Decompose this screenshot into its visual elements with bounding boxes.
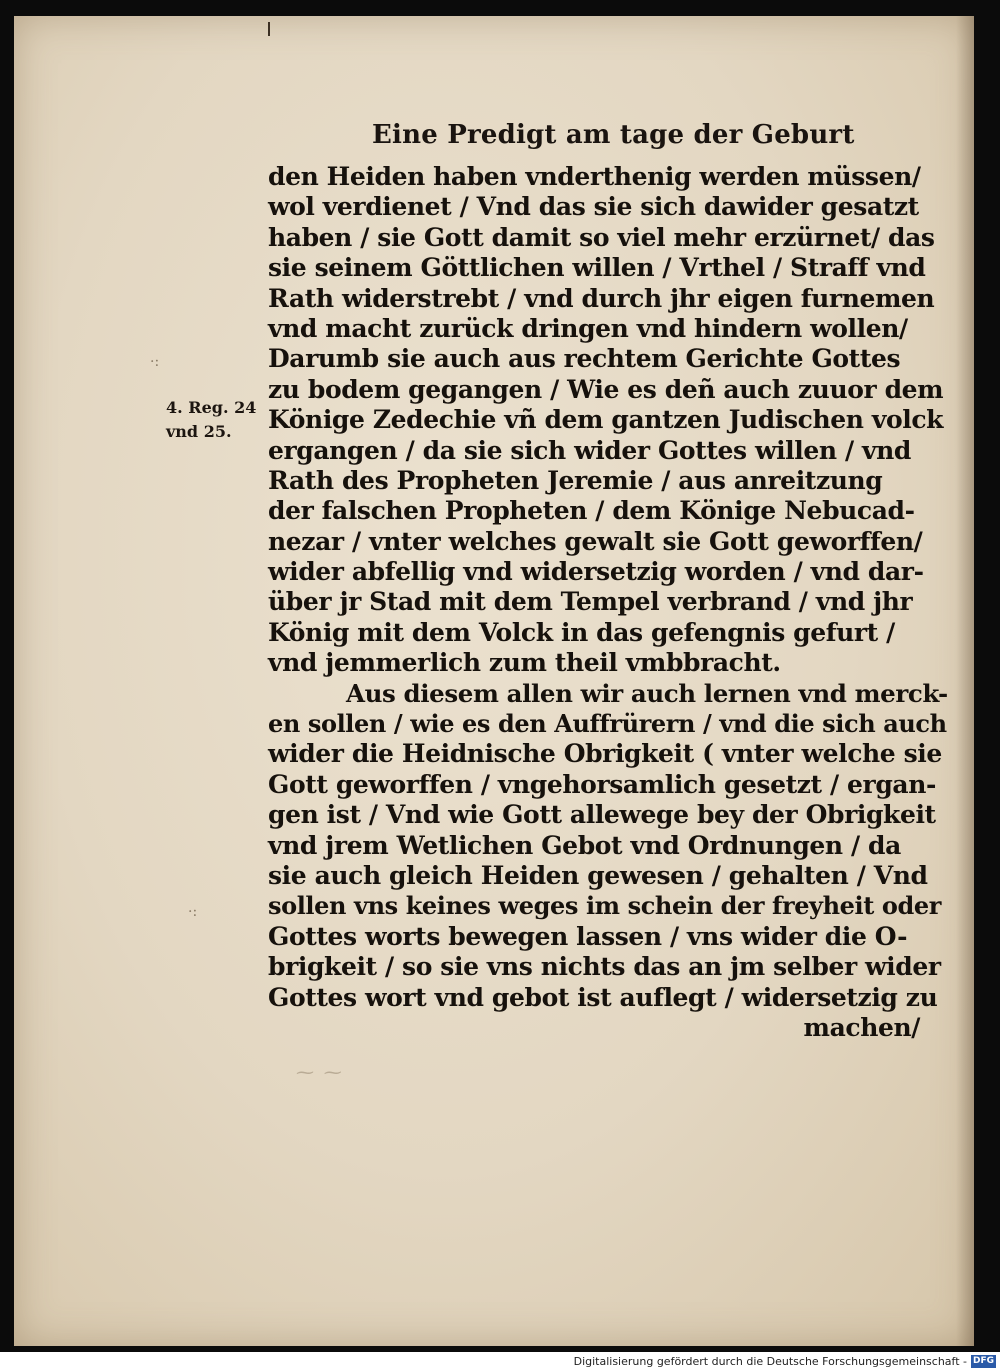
text-line: vnd jrem Wetlichen Gebot vnd Ordnungen / da (268, 830, 901, 860)
ink-speck: ·: (150, 354, 160, 370)
margin-note-reference: vnd 25. (166, 422, 232, 441)
text-line: en sollen / wie es den Auffrürern / vnd die sich auch (268, 709, 947, 739)
text-line: Könige Zedechie vñ dem gantzen Judischen volck (268, 405, 944, 435)
text-line: Darumb sie auch aus rechtem Gerichte Gottes (268, 344, 901, 374)
text-line: Gottes worts bewegen lassen / vns wider die O- (268, 921, 908, 951)
text-line: sollen vns keines weges im schein der freyheit oder (268, 891, 941, 921)
text-line: Rath widerstrebt / vnd durch jhr eigen furnemen (268, 283, 935, 313)
text-line: König mit dem Volck in das gefengnis gefurt / (268, 617, 895, 647)
text-line: Gott geworffen / vngehorsamlich gesetzt / ergan- (268, 769, 936, 799)
margin-note-reference: 4. Reg. 24 (166, 398, 257, 417)
faint-show-through-mark: ⁓ ⁓ (296, 1062, 344, 1083)
text-line: wider abfellig vnd widersetzig worden / vnd dar- (268, 557, 924, 587)
dfg-logo-icon: DFG (972, 1355, 994, 1366)
text-line: gen ist / Vnd wie Gott allewege bey der Obrigkeit (268, 800, 936, 830)
text-line: sie seinem Göttlichen willen / Vrthel / Straff vnd (268, 253, 926, 283)
digitization-footer (0, 1352, 1000, 1369)
text-line: wol verdienet / Vnd das sie sich dawider gesatzt (268, 192, 919, 222)
text-line: machen/ (803, 1012, 920, 1042)
text-line: über jr Stad mit dem Tempel verbrand / vnd jhr (268, 587, 913, 617)
text-line: wider die Heidnische Obrigkeit ( vnter welche sie (268, 739, 942, 769)
text-line: Rath des Propheten Jeremie / aus anreitzung (268, 465, 883, 495)
text-line: ergangen / da sie sich wider Gottes willen / vnd (268, 435, 911, 465)
ink-speck: ·: (188, 904, 198, 920)
footer-credit: Digitalisierung gefördert durch die Deutsche Forschungsgemeinschaft - (573, 1354, 967, 1368)
text-line: brigkeit / so sie vns nichts das an jm selber wider (268, 952, 941, 982)
running-head: Eine Predigt am tage der Geburt (372, 120, 855, 150)
text-line: der falschen Propheten / dem Könige Nebucad- (268, 496, 915, 526)
text-line: sie auch gleich Heiden gewesen / gehalten / Vnd (268, 860, 928, 890)
text-line: Aus diesem allen wir auch lernen vnd merck- (346, 678, 948, 708)
page-edge-mark (268, 22, 270, 36)
main-text-block (268, 162, 948, 1043)
text-line: nezar / vnter welches gewalt sie Gott geworffen/ (268, 526, 923, 556)
text-line: den Heiden haben vnderthenig werden müssen/ (268, 162, 921, 191)
text-line: vnd macht zurück dringen vnd hindern wollen/ (268, 313, 908, 343)
text-line: vnd jemmerlich zum theil vmbbracht. (268, 648, 781, 678)
text-line: zu bodem gegangen / Wie es deñ auch zuuor dem (268, 374, 944, 404)
text-line: haben / sie Gott damit so viel mehr erzürnet/ das (268, 222, 935, 252)
text-line: Gottes wort vnd gebot ist auflegt / widersetzig zu (268, 982, 938, 1012)
